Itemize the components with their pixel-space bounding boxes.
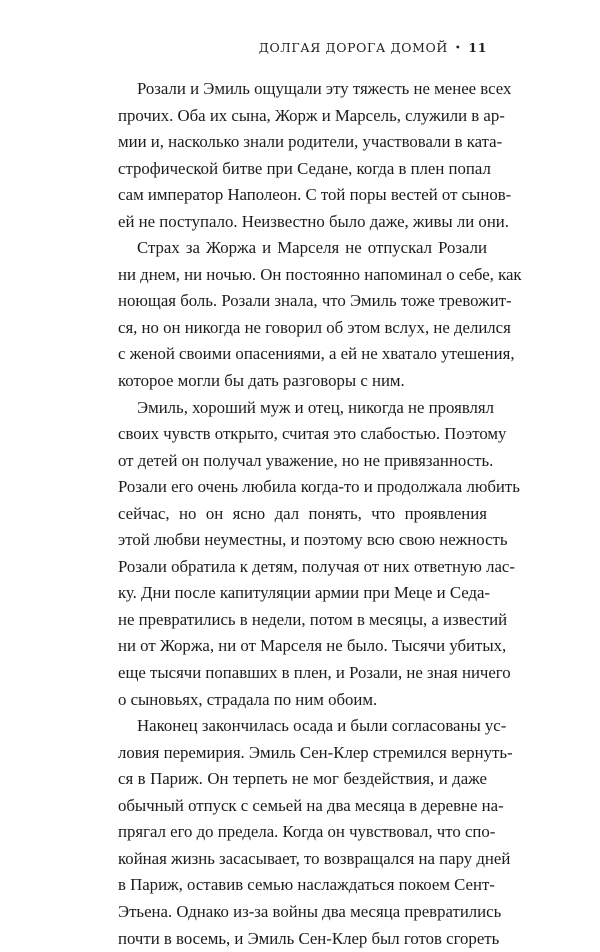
page-number: 11 xyxy=(468,40,487,55)
header-separator: • xyxy=(455,43,462,54)
text-line: ни днем, ни ночью. Он постоянно напоминал о себе, как xyxy=(118,262,487,289)
text-line: не превратились в недели, потом в месяцы, а известий xyxy=(118,607,487,634)
text-line: койная жизнь засасывает, то возвращался на пару дней xyxy=(118,846,487,873)
text-line: Розали обратила к детям, получая от них ответную лас- xyxy=(118,554,487,581)
text-line: Этьена. Однако из-за войны два месяца превратились xyxy=(118,899,487,926)
text-line: прочих. Оба их сына, Жорж и Марсель, служили в ар- xyxy=(118,103,487,130)
text-line: Розали его очень любила когда-то и продолжала любить xyxy=(118,474,487,501)
paragraph xyxy=(118,76,487,235)
text-line: с женой своими опасениями, а ей не хватало утешения, xyxy=(118,341,487,368)
text-line: прягал его до предела. Когда он чувствовал, что спо- xyxy=(118,819,487,846)
text-line: сам император Наполеон. С той поры вестей от сынов- xyxy=(118,182,487,209)
text-line: ся в Париж. Он терпеть не мог бездействия, и даже xyxy=(118,766,487,793)
text-line: ей не поступало. Неизвестно было даже, живы ли они. xyxy=(118,209,487,236)
text-line: ноющая боль. Розали знала, что Эмиль тоже тревожит- xyxy=(118,288,487,315)
paragraph xyxy=(118,395,487,714)
text-line: ни от Жоржа, ни от Марселя не было. Тысячи убитых, xyxy=(118,633,487,660)
text-line: еще тысячи попавших в плен, и Розали, не зная ничего xyxy=(118,660,487,687)
text-line: Эмиль, хороший муж и отец, никогда не проявлял xyxy=(118,395,487,422)
text-line: ку. Дни после капитуляции армии при Меце и Седа- xyxy=(118,580,487,607)
body-text xyxy=(118,76,487,952)
text-line: ся, но он никогда не говорил об этом вслух, не делился xyxy=(118,315,487,342)
text-line: которое могли бы дать разговоры с ним. xyxy=(118,368,487,395)
running-header xyxy=(259,40,487,55)
text-line: Наконец закончилась осада и были согласованы ус- xyxy=(118,713,487,740)
text-line: от детей он получал уважение, но не привязанность. xyxy=(118,448,487,475)
text-line: в Париж, оставив семью наслаждаться покоем Сент- xyxy=(118,872,487,899)
text-line: почти в восемь, и Эмиль Сен-Клер был готов сгореть xyxy=(118,926,487,952)
paragraph xyxy=(118,713,487,952)
text-line: обычный отпуск с семьей на два месяца в деревне на- xyxy=(118,793,487,820)
text-line: строфической битве при Седане, когда в плен попал xyxy=(118,156,487,183)
text-line: этой любви неуместны, и поэтому всю свою нежность xyxy=(118,527,487,554)
text-line: ловия перемирия. Эмиль Сен-Клер стремился вернуть- xyxy=(118,740,487,767)
paragraph xyxy=(118,235,487,394)
text-line: мии и, насколько знали родители, участвовали в ката- xyxy=(118,129,487,156)
text-line: сейчас, но он ясно дал понять, что проявления xyxy=(118,501,487,528)
text-line: Розали и Эмиль ощущали эту тяжесть не менее всех xyxy=(118,76,487,103)
book-title: ДОЛГАЯ ДОРОГА ДОМОЙ xyxy=(259,40,448,55)
text-line: о сыновьях, страдала по ним обоим. xyxy=(118,687,487,714)
text-line: своих чувств открыто, считая это слабостью. Поэтому xyxy=(118,421,487,448)
text-line: Страх за Жоржа и Марселя не отпускал Розали xyxy=(118,235,487,262)
